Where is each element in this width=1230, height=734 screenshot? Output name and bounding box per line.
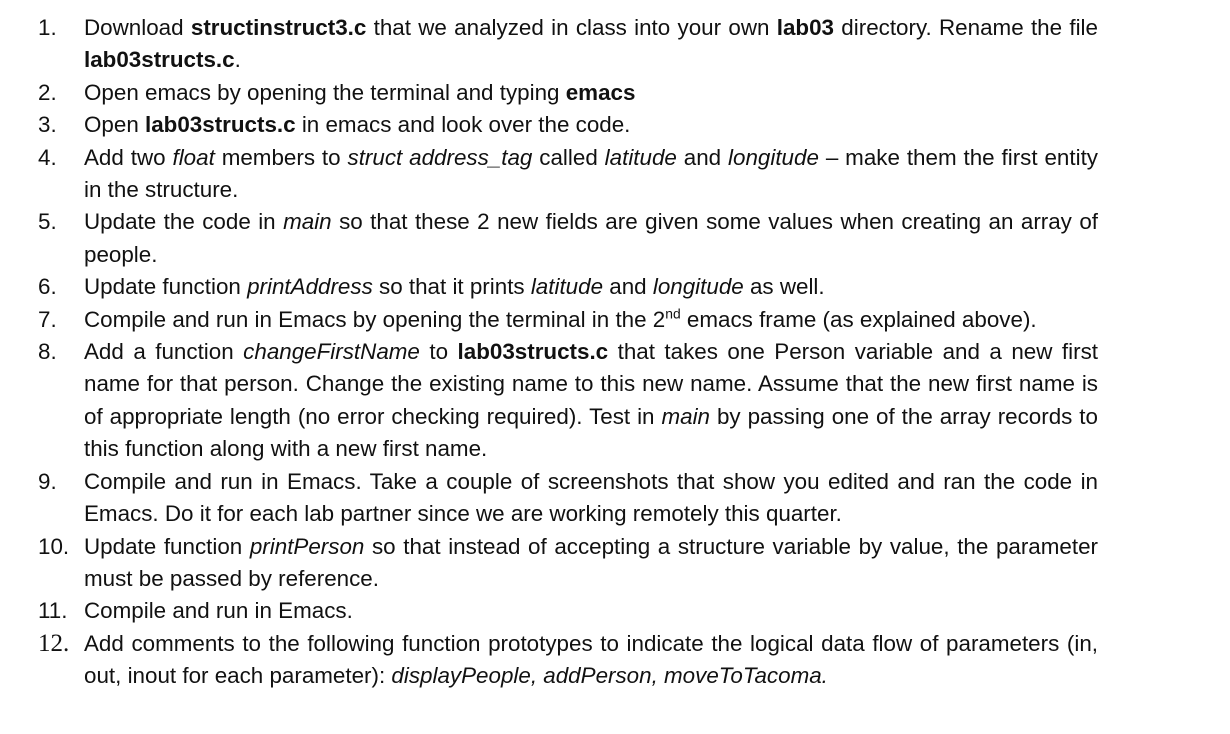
struct-name: struct address_tag xyxy=(347,144,533,170)
item-text: Update the code in xyxy=(84,209,284,235)
list-item-2 xyxy=(38,77,1098,109)
item-number: 4. xyxy=(38,144,57,170)
field-longitude: longitude xyxy=(652,274,744,300)
item-text: Update function xyxy=(84,533,250,559)
item-number: 5. xyxy=(38,209,57,235)
list-item-6 xyxy=(38,271,1098,303)
item-text: Add a function xyxy=(84,339,244,365)
item-text: that takes one Person variable and a new first name for that person. Change the existing name to this new name. Assume that the new first name is of appropriate length (no error checking required). Test in xyxy=(84,339,1098,429)
item-text: and xyxy=(676,144,729,170)
item-text: that we analyzed in class into your own xyxy=(366,15,777,40)
list-item-11 xyxy=(38,595,1098,627)
item-number: 3. xyxy=(38,112,57,138)
item-text: and xyxy=(603,274,653,300)
item-text: Add comments to the following function prototypes to indicate the logical data flow of parameters (in, out, inout for each parameter): xyxy=(84,630,1098,689)
item-number: 9. xyxy=(38,468,57,494)
function-printPerson: printPerson xyxy=(249,533,365,559)
list-item-9 xyxy=(38,466,1098,531)
item-number: 6. xyxy=(38,274,57,300)
list-item-5 xyxy=(38,206,1098,271)
list-item-1 xyxy=(38,12,1098,77)
item-text: directory. Rename the file xyxy=(834,15,1098,40)
item-text: . xyxy=(234,47,241,73)
filename-lab03structs: lab03structs.c xyxy=(457,339,609,365)
function-prototype-names: displayPeople, addPerson, moveToTacoma. xyxy=(391,663,828,689)
item-text: Compile and run in Emacs. xyxy=(84,598,353,624)
list-item-12 xyxy=(38,628,1098,693)
item-number: 2. xyxy=(38,79,57,105)
item-number: 12. xyxy=(38,629,70,657)
item-text: so that these 2 new fields are given some values when creating an array of people. xyxy=(84,209,1098,267)
function-changeFirstName: changeFirstName xyxy=(243,339,420,365)
list-item-10 xyxy=(38,531,1098,596)
field-latitude: latitude xyxy=(604,144,677,170)
filename-lab03structs: lab03structs.c xyxy=(84,47,235,73)
instruction-list xyxy=(0,12,1230,693)
item-number: 1. xyxy=(38,15,57,40)
item-text: Open xyxy=(84,112,145,138)
field-latitude: latitude xyxy=(530,274,604,300)
item-text: so that instead of accepting a structure variable by value, the parameter must be passed by reference. xyxy=(84,533,1098,591)
item-text: – make them the first entity in the structure. xyxy=(84,144,1098,203)
function-main: main xyxy=(661,403,711,429)
item-number: 10. xyxy=(38,533,70,559)
item-text: by passing one of the array records to this function along with a new first name. xyxy=(84,403,1098,462)
item-text: in emacs and look over the code. xyxy=(295,112,631,138)
list-item-7 xyxy=(38,304,1098,336)
command-emacs: emacs xyxy=(565,79,636,105)
type-float: float xyxy=(172,144,215,170)
field-longitude: longitude xyxy=(728,144,819,170)
list-item-3 xyxy=(38,109,1098,141)
item-text: Compile and run in Emacs by opening the terminal in the 2 xyxy=(84,306,666,332)
item-number: 8. xyxy=(38,339,57,365)
item-text: Add two xyxy=(84,144,173,170)
ordinal-suffix: nd xyxy=(665,305,681,322)
item-text: so that it prints xyxy=(372,274,531,300)
item-text: to xyxy=(419,339,458,365)
item-text: emacs frame (as explained above). xyxy=(680,306,1037,332)
list-item-8 xyxy=(38,336,1098,466)
item-number: 11. xyxy=(38,598,68,624)
filename-structinstruct3: structinstruct3.c xyxy=(190,15,367,40)
function-main: main xyxy=(283,209,332,235)
item-text: Download xyxy=(84,15,191,40)
function-printAddress: printAddress xyxy=(247,274,373,300)
item-text: Update function xyxy=(84,274,248,300)
filename-lab03structs: lab03structs.c xyxy=(145,112,296,138)
item-text: Open emacs by opening the terminal and typing xyxy=(84,79,566,105)
item-text: as well. xyxy=(743,274,825,300)
item-text: called xyxy=(532,144,605,170)
list-item-4 xyxy=(38,142,1098,207)
item-text: Compile and run in Emacs. Take a couple of screenshots that show you edited and ran the code in Emacs. Do it for each lab partner since we are working remotely this quarter. xyxy=(84,468,1098,527)
item-number: 7. xyxy=(38,306,57,332)
directory-lab03: lab03 xyxy=(776,15,835,40)
item-text: members to xyxy=(214,144,348,170)
